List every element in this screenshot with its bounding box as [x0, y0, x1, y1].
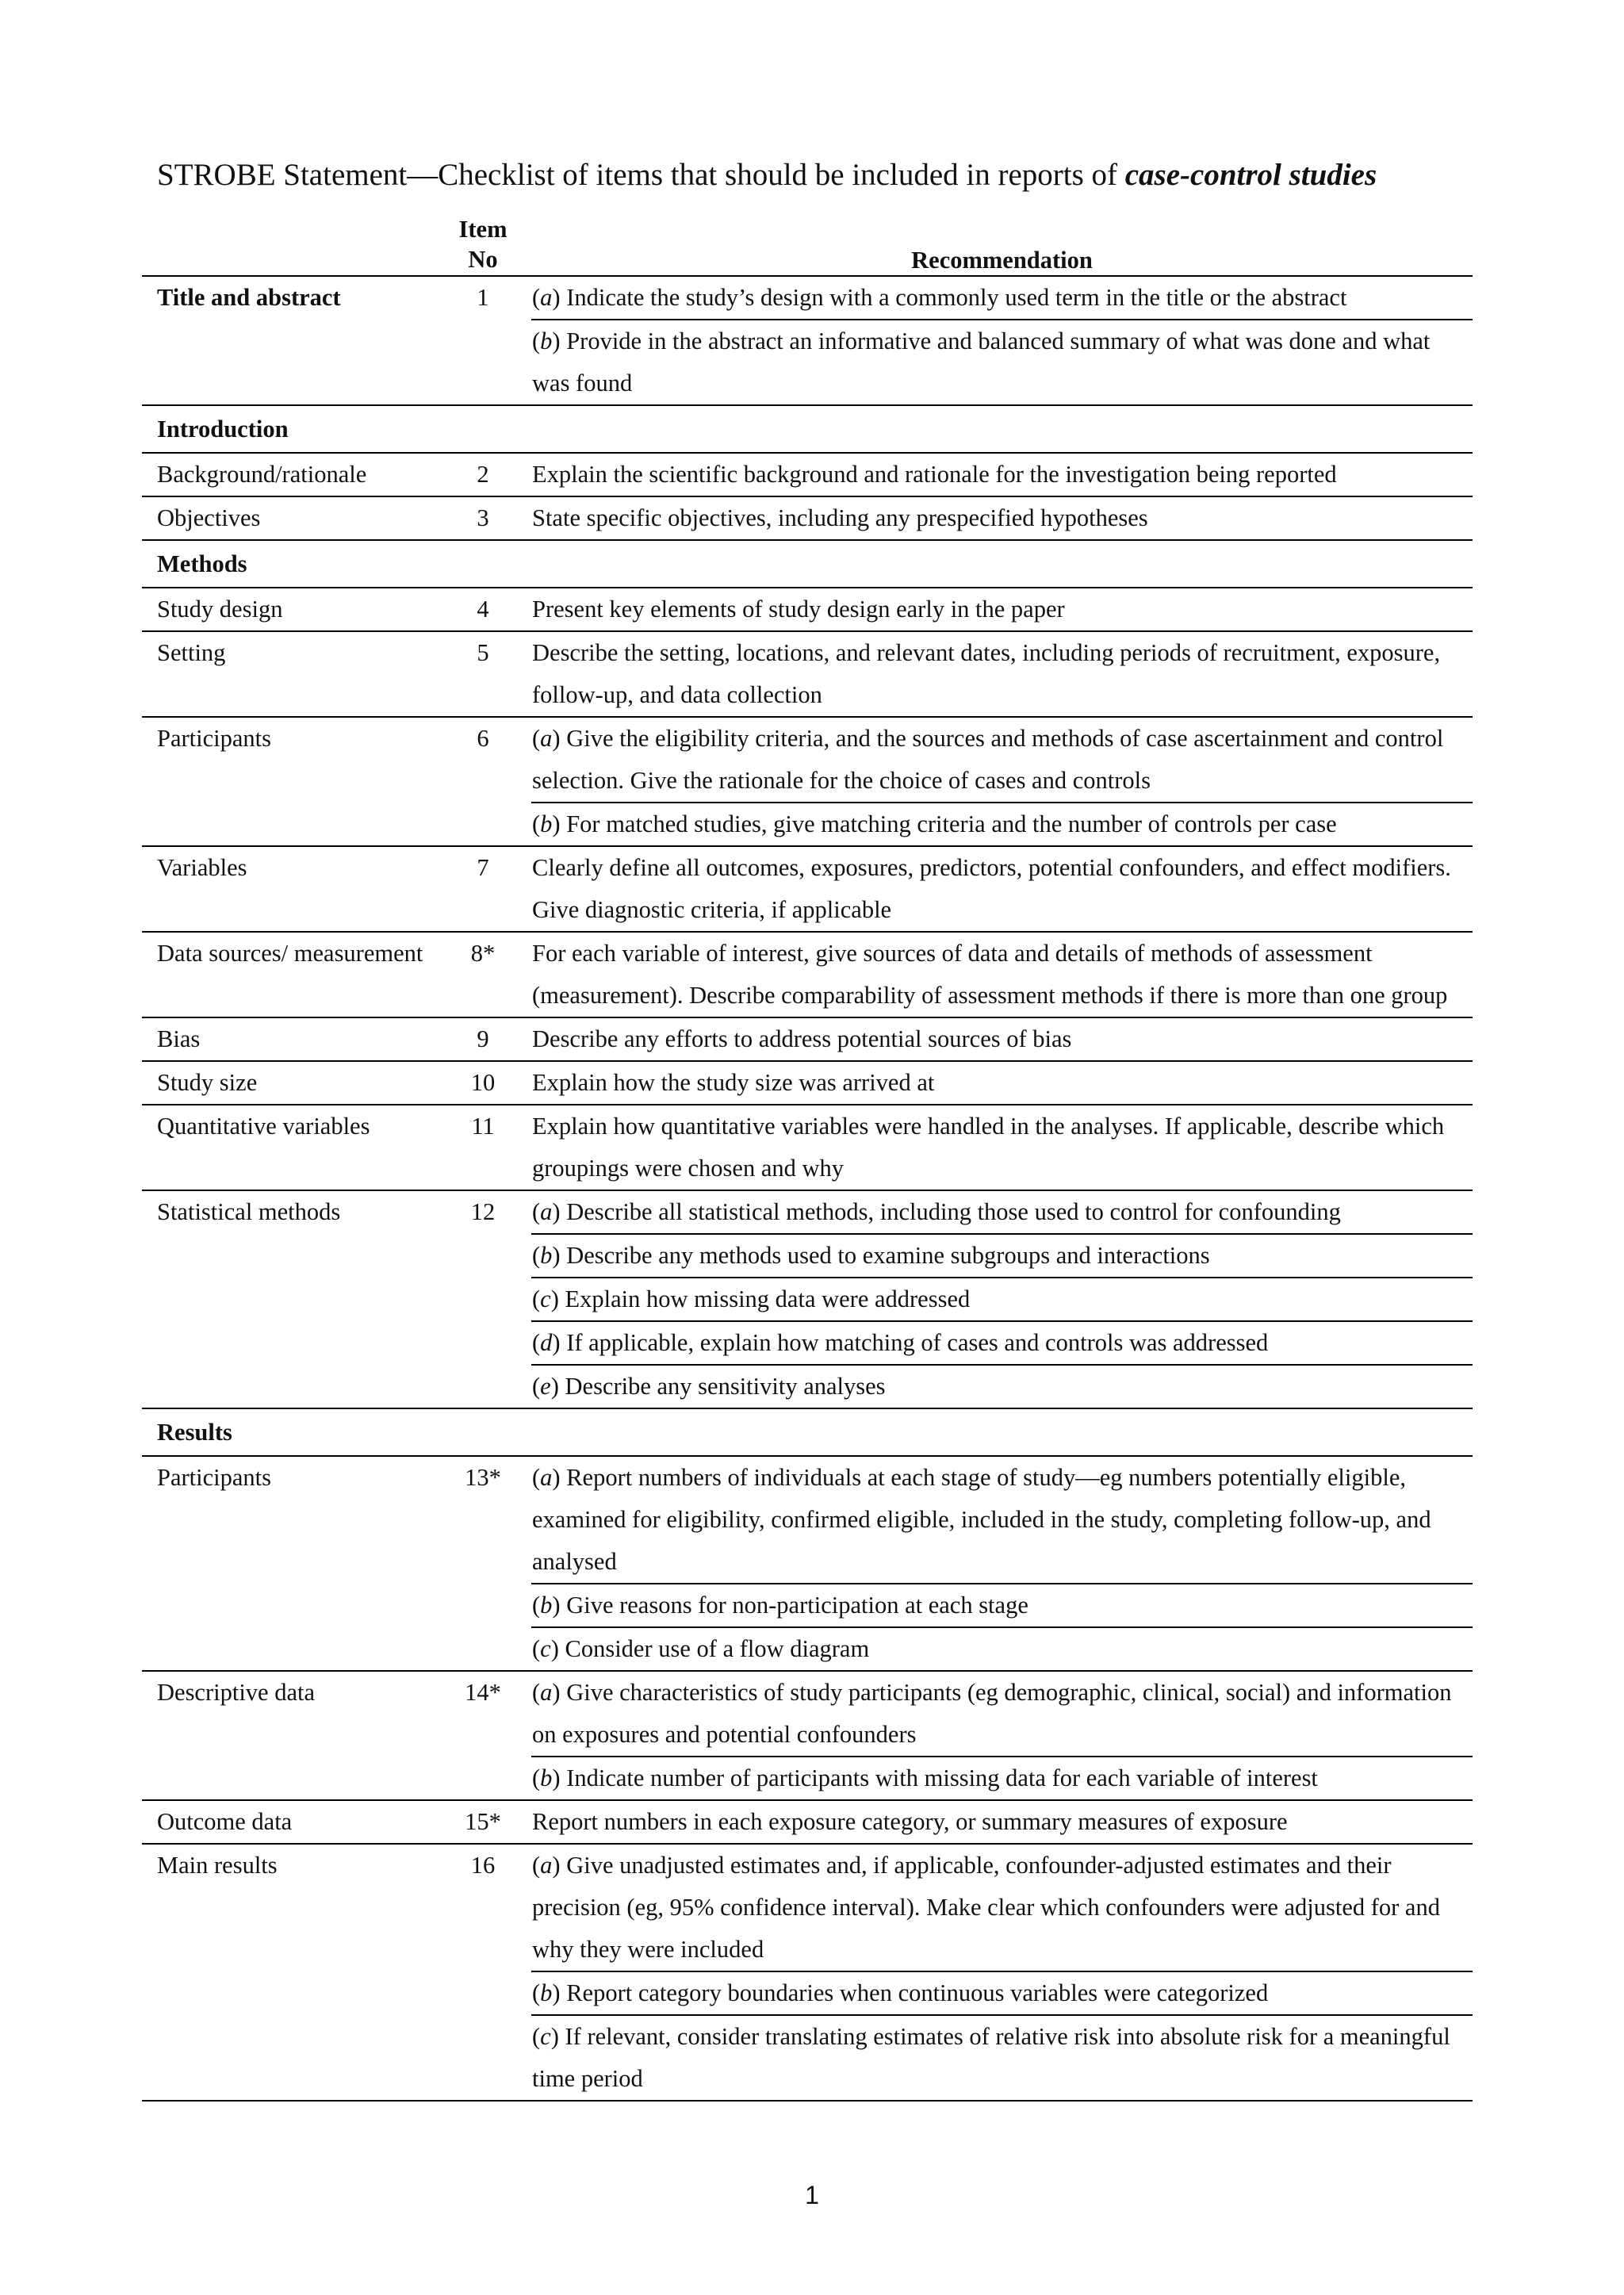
item-no-header: Item No — [458, 216, 508, 273]
table-body — [142, 275, 1473, 2102]
recommendation-text: For each variable of interest, give sources of data and details of methods of assessment (measurement). Describe comparability of assessment methods if there is more than one group — [532, 940, 1448, 1009]
item-number: 9 — [477, 1025, 489, 1052]
recommendation-cell — [531, 1105, 1473, 1190]
table-row — [142, 933, 1473, 1017]
recommendation-text: Report numbers in each exposure category, or summary measures of exposure — [532, 1808, 1288, 1835]
recommendation-text: Explain how quantitative variables were handled in the analyses. If applicable, describe which groupings were chosen and why — [532, 1113, 1445, 1182]
recommendation-cell — [531, 1801, 1473, 1843]
item-number: 16 — [470, 1852, 496, 1879]
table-header — [142, 214, 1473, 275]
table-rule — [142, 2100, 1473, 2102]
table-row — [142, 1801, 1473, 1843]
recommendation-cell — [531, 632, 1473, 716]
recommendation-text: (a) Indicate the study’s design with a commonly used term in the title or the abstract — [531, 277, 1473, 320]
table-row — [142, 454, 1473, 496]
section-heading: Introduction — [157, 416, 289, 443]
topic-cell: Quantitative variables — [157, 1113, 370, 1140]
recommendation-text: (c) Explain how missing data were addressed — [531, 1278, 1473, 1322]
table-row — [142, 1845, 1473, 2100]
title-text: STROBE Statement—Checklist of items that should be included in reports of — [157, 158, 1125, 192]
topic-cell: Objectives — [157, 504, 261, 531]
recommendation-text: (a) Give unadjusted estimates and, if applicable, confounder-adjusted estimates and their precision (eg, 95% confidence interval). Make clear which confounders were adjusted for and why they were included — [531, 1845, 1473, 1972]
topic-cell: Setting — [157, 639, 226, 666]
recommendation-text: (b) For matched studies, give matching criteria and the number of controls per case — [532, 810, 1337, 837]
recommendation-text: Explain how the study size was arrived at — [532, 1069, 935, 1096]
item-number: 11 — [471, 1113, 495, 1140]
recommendation-cell — [531, 1457, 1473, 1670]
table-row — [142, 632, 1473, 716]
item-number: 3 — [477, 504, 489, 531]
recommendation-cell — [531, 1018, 1473, 1060]
item-number: 1 — [477, 284, 489, 311]
item-number: 5 — [477, 639, 489, 666]
table-row — [142, 588, 1473, 630]
item-number: 12 — [470, 1198, 496, 1225]
recommendation-cell — [531, 1062, 1473, 1104]
recommendation-text: Clearly define all outcomes, exposures, predictors, potential confounders, and effect modifiers. Give diagnostic criteria, if applicable — [532, 854, 1451, 923]
item-number: 13* — [465, 1464, 501, 1491]
page-number: 1 — [805, 2181, 819, 2209]
item-number: 15* — [465, 1808, 501, 1835]
topic-cell: Study design — [157, 596, 283, 623]
table-row — [142, 1018, 1473, 1060]
recommendation-cell — [531, 933, 1473, 1017]
topic-cell: Study size — [157, 1069, 258, 1096]
recommendation-text: Describe the setting, locations, and relevant dates, including periods of recruitment, exposure, follow-up, and data collection — [532, 639, 1441, 708]
recommendation-text: (b) Give reasons for non-participation at each stage — [531, 1584, 1473, 1628]
recommendation-text: (a) Describe all statistical methods, including those used to control for confounding — [531, 1191, 1473, 1235]
recommendation-text: State specific objectives, including any prespecified hypotheses — [532, 504, 1148, 531]
item-number: 8* — [470, 940, 496, 967]
recommendation-cell — [531, 1191, 1473, 1408]
recommendation-text: (d) If applicable, explain how matching of cases and controls was addressed — [531, 1322, 1473, 1366]
topic-cell: Statistical methods — [157, 1198, 341, 1225]
recommendation-cell — [531, 1845, 1473, 2100]
recommendation-text: (b) Report category boundaries when continuous variables were categorized — [531, 1972, 1473, 2016]
topic-cell: Main results — [157, 1852, 278, 1879]
topic-cell: Outcome data — [157, 1808, 293, 1835]
recommendation-text: Present key elements of study design early in the paper — [532, 596, 1065, 623]
table-row — [142, 1105, 1473, 1190]
checklist-table — [142, 214, 1473, 2102]
recommendation-cell — [531, 847, 1473, 931]
recommendation-text: (b) Indicate number of participants with missing data for each variable of interest — [532, 1764, 1318, 1791]
title-emphasis: case-control studies — [1124, 158, 1377, 192]
recommendation-header: Recommendation — [911, 247, 1093, 274]
section-heading: Results — [157, 1419, 232, 1446]
table-row — [142, 1457, 1473, 1670]
recommendation-text: Describe any efforts to address potential sources of bias — [532, 1025, 1072, 1052]
recommendation-text: (b) Describe any methods used to examine subgroups and interactions — [531, 1235, 1473, 1278]
recommendation-cell — [531, 718, 1473, 845]
topic-cell: Variables — [157, 854, 247, 881]
topic-cell: Participants — [157, 725, 271, 752]
recommendation-text: (a) Report numbers of individuals at each stage of study—eg numbers potentially eligible, examined for eligibility, confirmed eligible, included in the study, completing follow-up, and analysed — [531, 1457, 1473, 1584]
item-number: 10 — [470, 1069, 496, 1096]
recommendation-text: (e) Describe any sensitivity analyses — [532, 1373, 886, 1400]
recommendation-cell — [531, 1672, 1473, 1799]
table-row — [142, 847, 1473, 931]
recommendation-text: (c) If relevant, consider translating estimates of relative risk into absolute risk for a meaningful time period — [532, 2023, 1450, 2092]
table-row — [142, 1672, 1473, 1799]
table-row — [142, 718, 1473, 845]
topic-cell: Data sources/ measurement — [157, 940, 423, 967]
page-title — [157, 157, 1473, 193]
item-number: 6 — [477, 725, 489, 752]
recommendation-text: (b) Provide in the abstract an informative and balanced summary of what was done and what was found — [532, 328, 1431, 397]
table-row — [142, 277, 1473, 404]
item-number: 7 — [477, 854, 489, 881]
recommendation-text: (a) Give the eligibility criteria, and the sources and methods of case ascertainment and control selection. Give the rationale for the choice of cases and controls — [531, 718, 1473, 803]
table-row — [142, 1062, 1473, 1104]
recommendation-cell — [531, 277, 1473, 404]
item-number: 4 — [477, 596, 489, 623]
table-row — [142, 1191, 1473, 1408]
recommendation-text: Explain the scientific background and rationale for the investigation being reported — [532, 461, 1337, 488]
table-row — [142, 497, 1473, 539]
topic-cell: Bias — [157, 1025, 201, 1052]
item-number: 2 — [477, 461, 489, 488]
recommendation-text: (c) Consider use of a flow diagram — [532, 1635, 870, 1662]
topic-cell: Background/rationale — [157, 461, 367, 488]
section-heading: Methods — [157, 550, 247, 577]
item-number: 14* — [465, 1679, 501, 1706]
recommendation-text: (a) Give characteristics of study participants (eg demographic, clinical, social) and information on exposures and potential confounders — [531, 1672, 1473, 1757]
recommendation-cell — [531, 588, 1473, 630]
topic-cell: Title and abstract — [157, 284, 341, 311]
topic-cell: Descriptive data — [157, 1679, 316, 1706]
recommendation-cell — [531, 454, 1473, 496]
recommendation-cell — [531, 497, 1473, 539]
topic-cell: Participants — [157, 1464, 271, 1491]
